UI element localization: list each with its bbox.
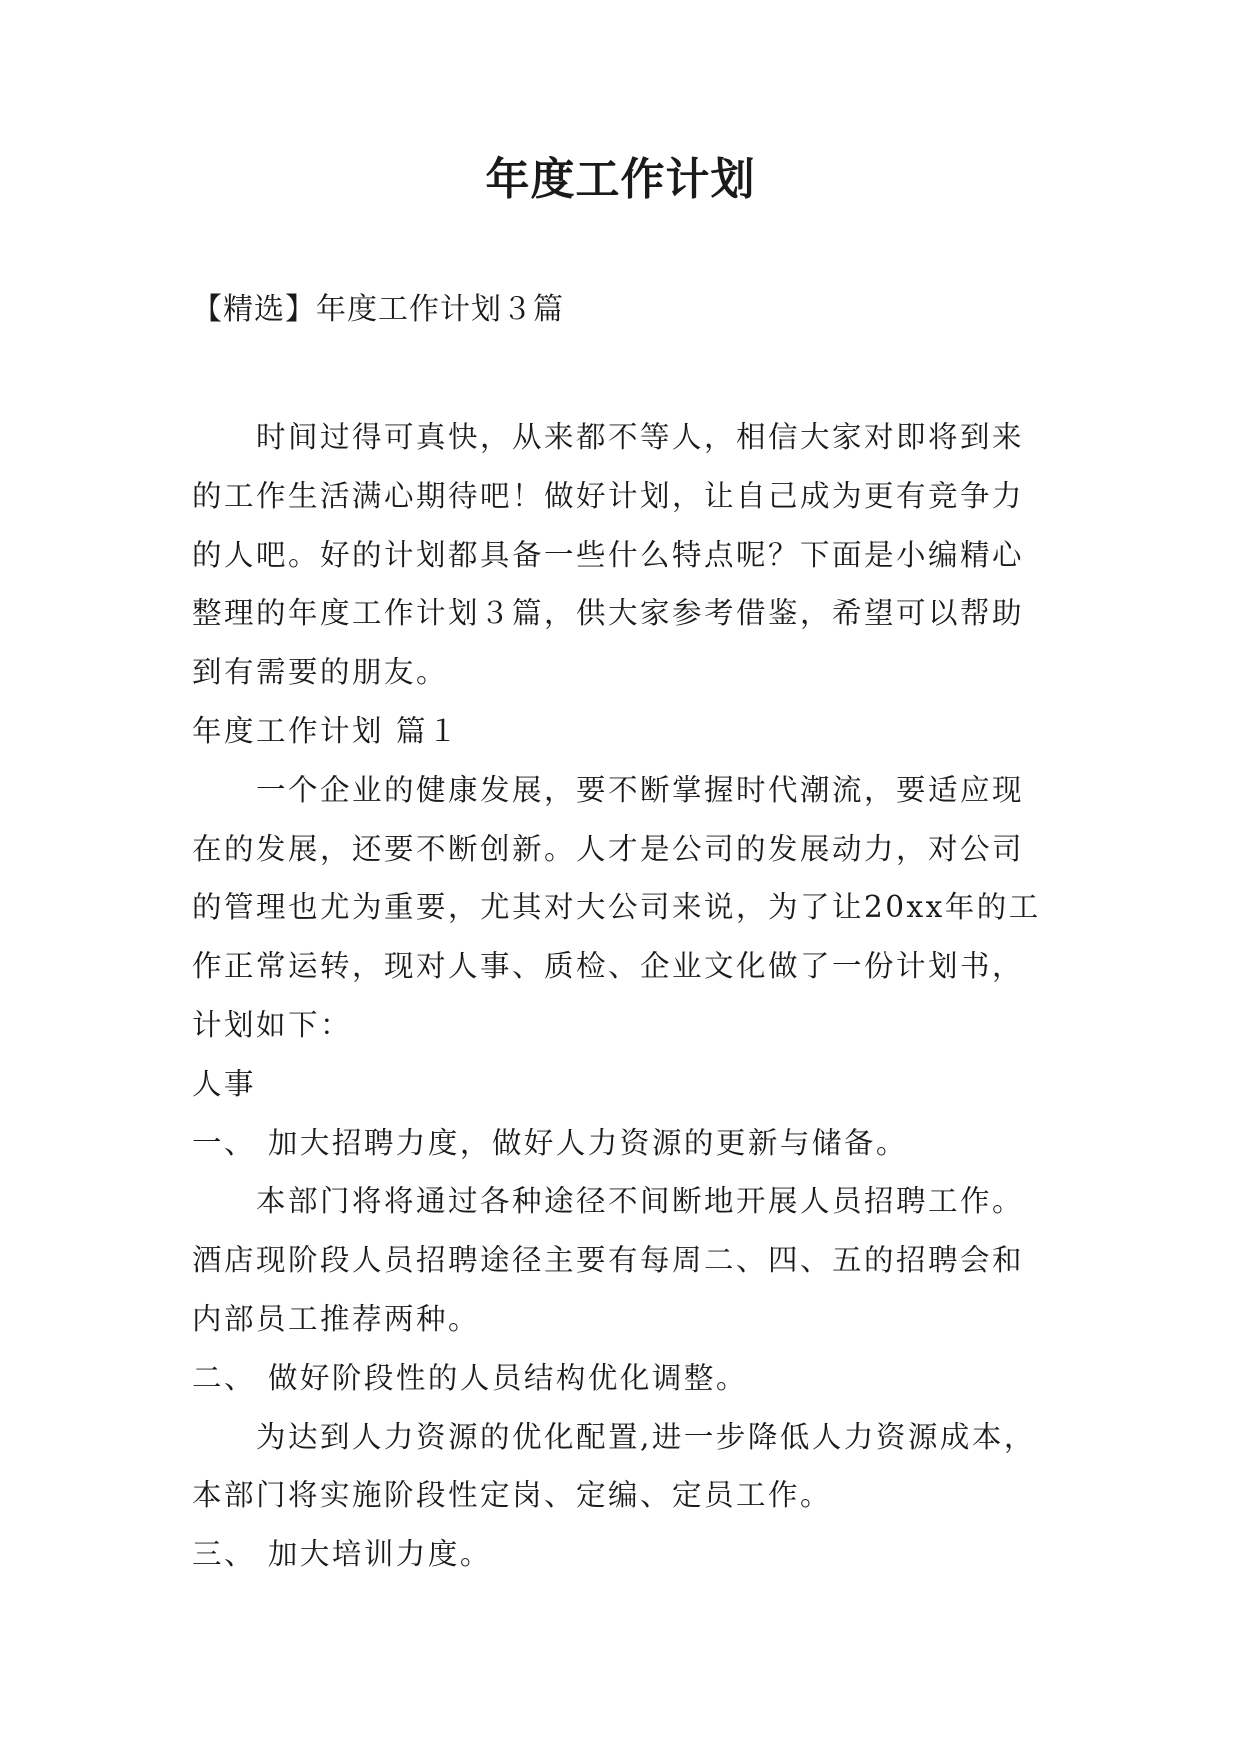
item-paragraph-2: 为达到人力资源的优化配置,进一步降低人力资源成本，本部门将实施阶段性定岗、定编、定员工作。 [192, 1419, 1036, 1513]
hr-heading: 人事 [192, 1066, 257, 1101]
section-heading: 年度工作计划 篇１ [192, 713, 460, 748]
item-heading-2: 二、 做好阶段性的人员结构优化调整。 [192, 1360, 748, 1395]
document-body [192, 408, 1052, 1584]
document-subtitle: 【精选】年度工作计划３篇 [192, 292, 564, 327]
intro-paragraph: 时间过得可真快，从来都不等人，相信大家对即将到来的工作生活满心期待吧！做好计划，让自己成为更有竞争力的人吧。好的计划都具备一些什么特点呢？下面是小编精心整理的年度工作计划３篇，供大家参考借鉴，希望可以帮助到有需要的朋友。 [192, 420, 1025, 690]
item-heading-1: 一、 加大招聘力度，做好人力资源的更新与储备。 [192, 1125, 908, 1160]
item-paragraph-1: 本部门将将通过各种途径不间断地开展人员招聘工作。酒店现阶段人员招聘途径主要有每周二、四、五的招聘会和内部员工推荐两种。 [192, 1184, 1025, 1336]
document-title: 年度工作计划 [485, 154, 756, 205]
item-heading-3: 三、 加大培训力度。 [192, 1537, 492, 1572]
section-paragraph: 一个企业的健康发展，要不断掌握时代潮流，要适应现在的发展，还要不断创新。人才是公司的发展动力，对公司的管理也尤为重要，尤其对大公司来说，为了让20xx年的工作正常运转，现对人事、质检、企业文化做了一份计划书，计划如下： [192, 772, 1041, 1042]
